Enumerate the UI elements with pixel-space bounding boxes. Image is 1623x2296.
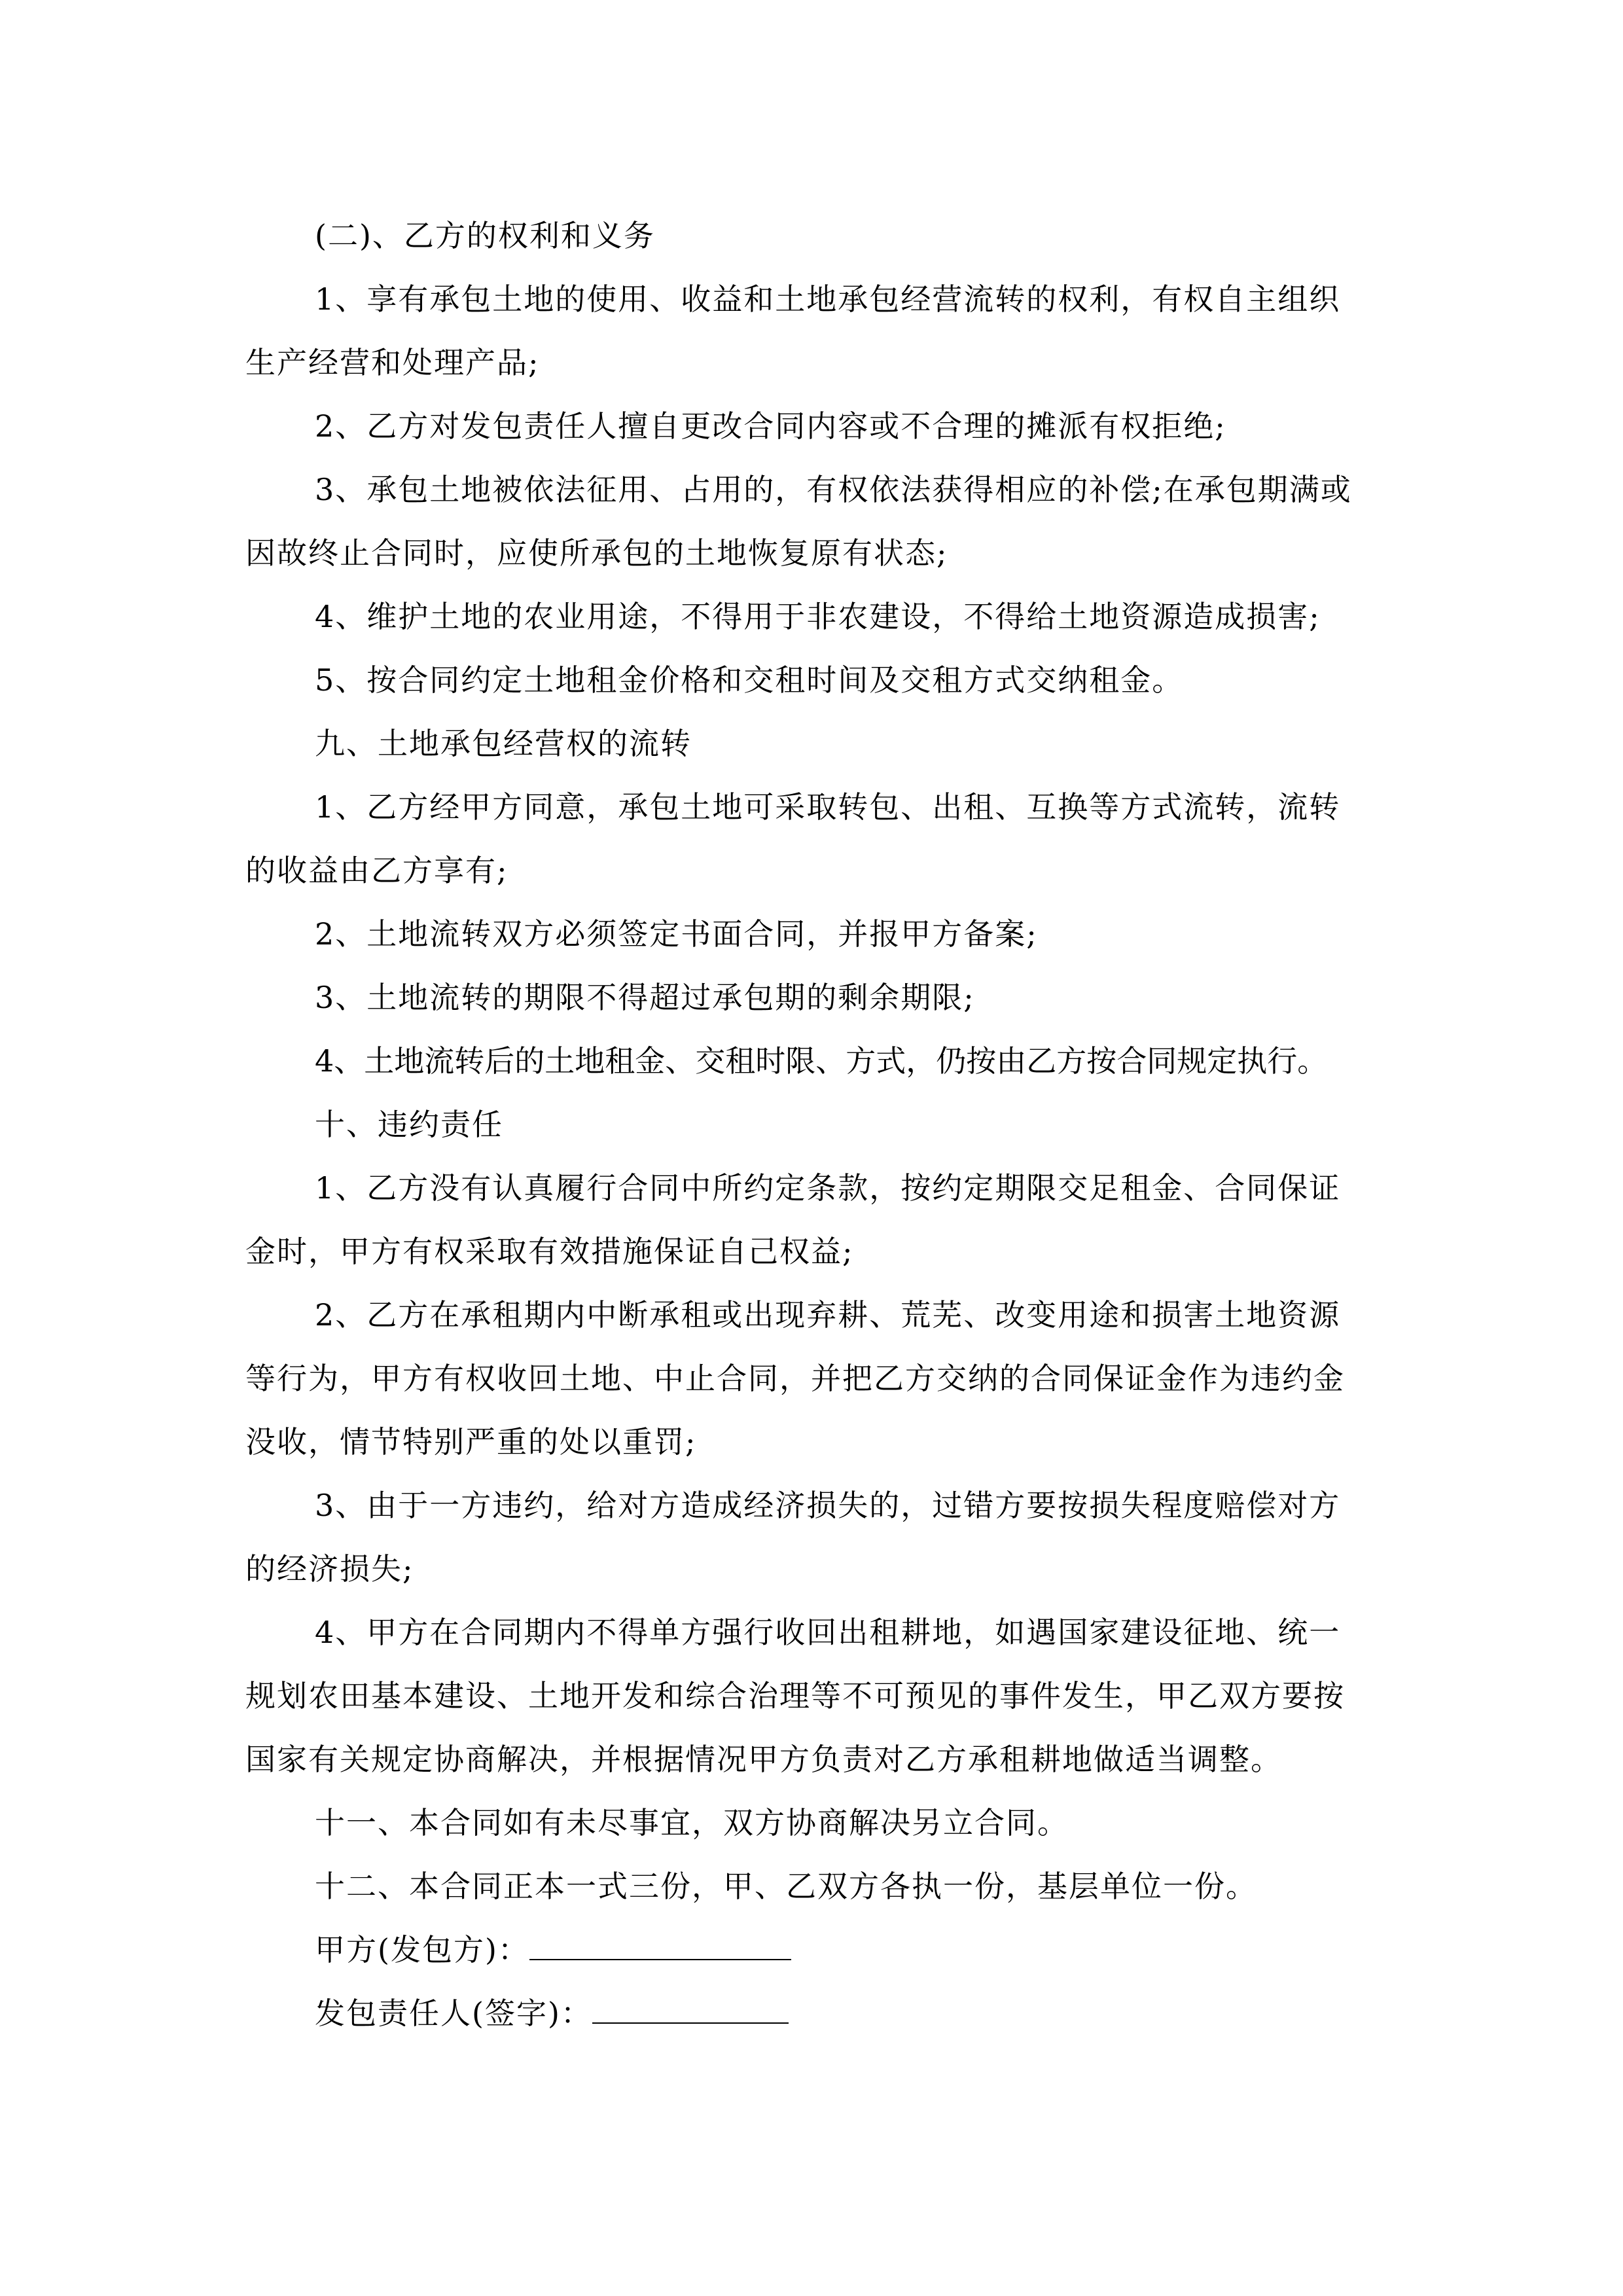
clause-paragraph: 3、土地流转的期限不得超过承包期的剩余期限;	[315, 980, 975, 1015]
section-heading-liability: 十、违约责任	[315, 1107, 503, 1142]
clause-paragraph: 4、维护土地的农业用途，不得用于非农建设，不得给土地资源造成损害;	[315, 599, 1321, 634]
responsible-signature-line	[245, 1982, 1381, 2045]
clause-paragraph: 2、乙方对发包责任人擅自更改合同内容或不合理的摊派有权拒绝;	[315, 408, 1226, 444]
section-heading-party-b-rights: (二)、乙方的权利和义务	[315, 218, 655, 253]
party-a-signature-line	[245, 1918, 1381, 1982]
clause-paragraph: 3、由于一方违约，给对方造成经济损失的，过错方要按损失程度赔偿对方 的经济损失;	[245, 1488, 1341, 1587]
clause-paragraph: 4、土地流转后的土地租金、交租时限、方式，仍按由乙方按合同规定执行。	[315, 1043, 1328, 1079]
responsible-label: 发包责任人(签字)：	[315, 1996, 592, 2031]
clause-paragraph: 1、乙方没有认真履行合同中所约定条款，按约定期限交足租金、合同保证 金时，甲方有权采取有效措施保证自己权益;	[245, 1170, 1341, 1269]
clause-paragraph: 3、承包土地被依法征用、占用的，有权依法获得相应的补偿;在承包期满或 因故终止合同时，应使所承包的土地恢复原有状态;	[245, 472, 1352, 571]
document-body	[245, 204, 1381, 2045]
clause-paragraph: 十一、本合同如有未尽事宜，双方协商解决另立合同。	[315, 1805, 1069, 1840]
clause-paragraph: 1、享有承包土地的使用、收益和土地承包经营流转的权利，有权自主组织 生产经营和处理产品;	[245, 281, 1341, 380]
party-a-blank[interactable]	[529, 1935, 791, 1960]
responsible-blank[interactable]	[592, 1999, 789, 2024]
party-a-label: 甲方(发包方)：	[315, 1932, 529, 1967]
clause-paragraph: 1、乙方经甲方同意，承包土地可采取转包、出租、互换等方式流转，流转 的收益由乙方享有;	[245, 789, 1341, 888]
clause-paragraph: 2、乙方在承租期内中断承租或出现弃耕、荒芜、改变用途和损害土地资源 等行为，甲方有权收回土地、中止合同，并把乙方交纳的合同保证金作为违约金 没收，情节特别严重的处以重罚;	[245, 1297, 1345, 1460]
section-heading-transfer: 九、土地承包经营权的流转	[315, 726, 692, 761]
clause-paragraph: 5、按合同约定土地租金价格和交租时间及交租方式交纳租金。	[315, 662, 1184, 698]
clause-paragraph: 4、甲方在合同期内不得单方强行收回出租耕地，如遇国家建设征地、统一 规划农田基本建设、土地开发和综合治理等不可预见的事件发生，甲乙双方要按 国家有关规定协商解决，并根据情况甲方负责对乙方承租耕地做适当调整。	[245, 1615, 1345, 1777]
clause-paragraph: 2、土地流转双方必须签定书面合同，并报甲方备案;	[315, 916, 1038, 952]
clause-paragraph: 十二、本合同正本一式三份，甲、乙双方各执一份，基层单位一份。	[315, 1869, 1257, 1904]
